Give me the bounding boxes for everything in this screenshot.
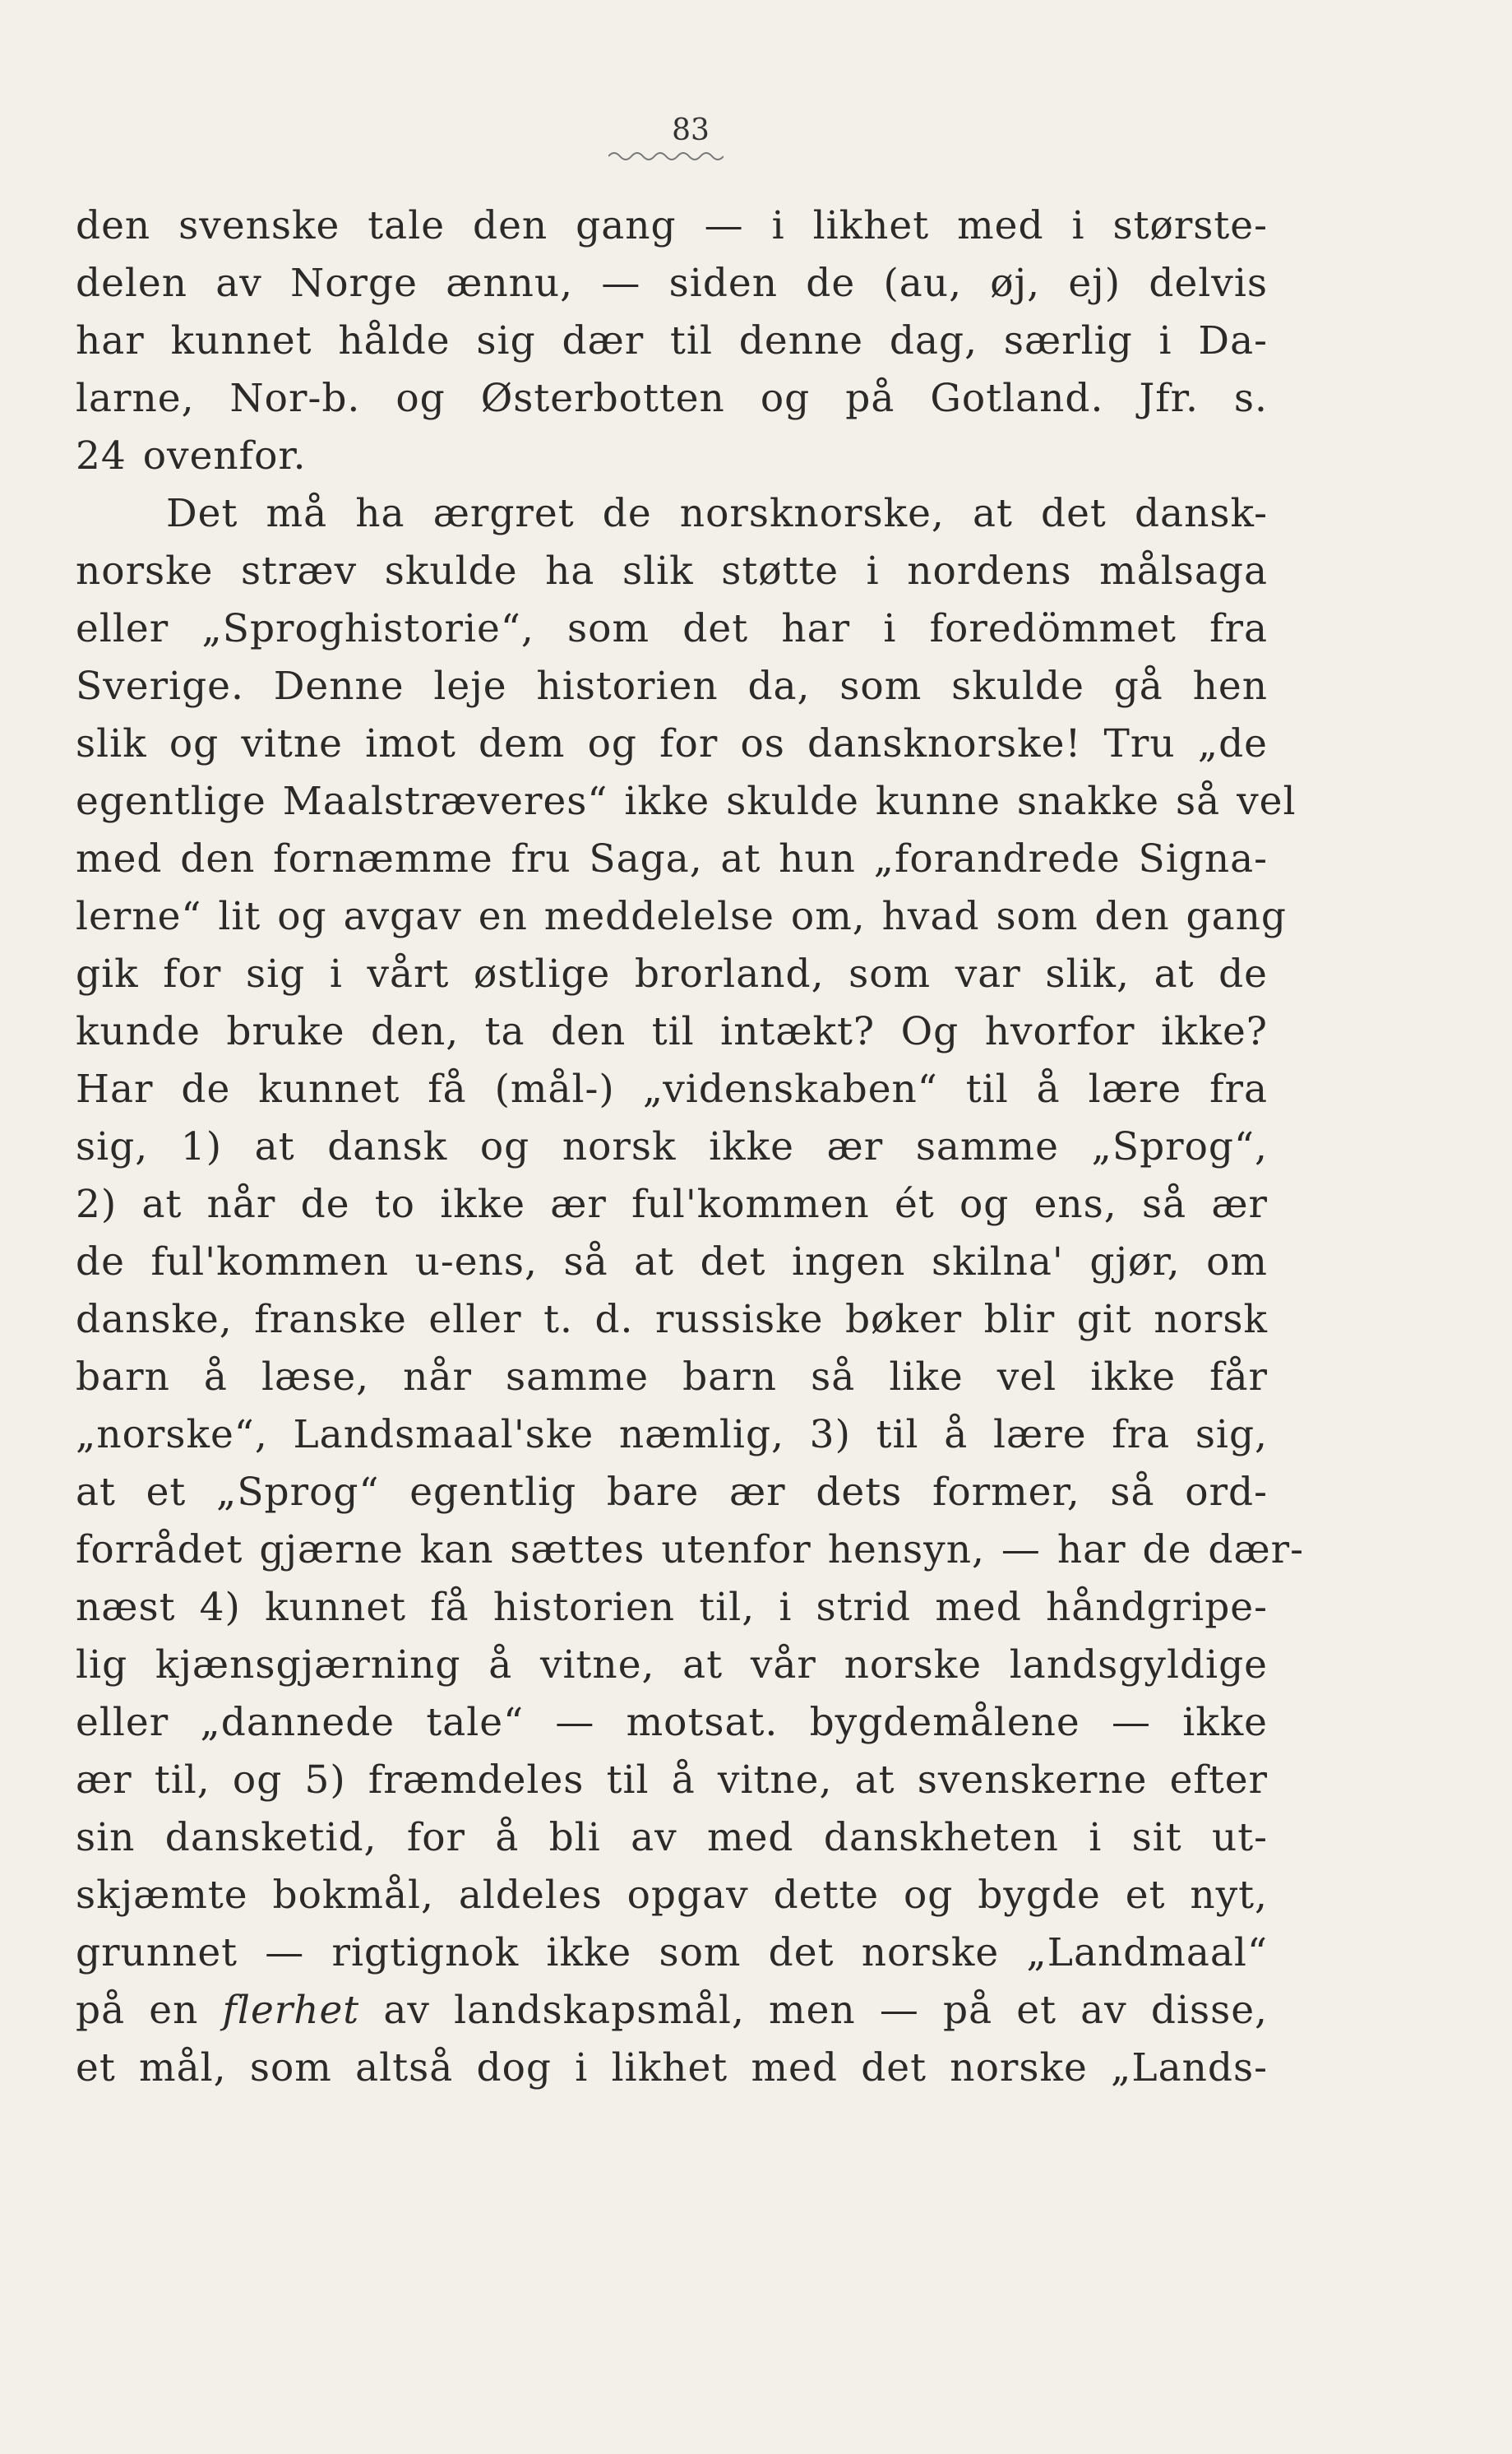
text-segment: på en <box>76 1988 223 2033</box>
text-line: har kunnet hålde sig dær til denne dag, særlig i Da- <box>76 318 1268 363</box>
text-line: de ful'kommen u-ens, så at det ingen skilna' gjør, om <box>76 1239 1268 1285</box>
text-line: grunnet — rigtignok ikke som det norske „Landmaal“ <box>76 1930 1268 1975</box>
text-line: slik og vitne imot dem og for os dansknorske! Tru „de <box>76 721 1268 766</box>
text-line: forrådet gjærne kan sættes utenfor hensyn, — har de dær- <box>76 1527 1304 1572</box>
body-text <box>76 197 1304 2097</box>
text-line: 2) at når de to ikke ær ful'kommen ét og ens, så ær <box>76 1182 1268 1227</box>
text-line: at et „Sprog“ egentlig bare ær dets former, så ord- <box>76 1470 1268 1515</box>
text-line: kunde bruke den, ta den til intækt? Og hvorfor ikke? <box>76 1009 1268 1054</box>
text-line: egentlige Maalstræveres“ ikke skulde kunne snakke så vel <box>76 779 1297 824</box>
text-line: lerne“ lit og avgav en meddelelse om, hvad som den gang <box>76 894 1288 939</box>
text-line: norske stræv skulde ha slik støtte i nordens målsaga <box>76 549 1268 594</box>
text-line: ær til, og 5) fræmdeles til å vitne, at svenskerne efter <box>76 1757 1268 1803</box>
text-segment: av landskapsmål, men — på et av disse, <box>359 1988 1268 2033</box>
emphasized-word: flerhet <box>222 1988 360 2033</box>
wavy-ornament-icon <box>608 150 724 163</box>
text-line: Har de kunnet få (mål-) „videnskaben“ til å lære fra <box>76 1067 1268 1112</box>
text-line: den svenske tale den gang — i likhet med i største- <box>76 203 1268 248</box>
text-line: 24 ovenfor. <box>76 433 307 479</box>
text-line: „norske“, Landsmaal'ske næmlig, 3) til å lære fra sig, <box>76 1412 1268 1457</box>
text-line: skjæmte bokmål, aldeles opgav dette og bygde et nyt, <box>76 1873 1268 1918</box>
text-line-with-emphasis <box>76 1982 1268 2040</box>
text-line: sin dansketid, for å bli av med danskheten i sit ut- <box>76 1815 1268 1860</box>
text-line: Sverige. Denne leje historien da, som skulde gå hen <box>76 664 1268 709</box>
text-line: Det må ha ærgret de norsknorske, at det dansk- <box>166 491 1268 536</box>
text-line: barn å læse, når samme barn så like vel ikke får <box>76 1354 1268 1400</box>
text-line: danske, franske eller t. d. russiske bøker blir git norsk <box>76 1297 1268 1342</box>
text-line: sig, 1) at dansk og norsk ikke ær samme „Sprog“, <box>76 1124 1268 1169</box>
text-line: næst 4) kunnet få historien til, i strid med håndgripe- <box>76 1585 1268 1630</box>
page-number: 83 <box>672 113 710 147</box>
text-line: med den fornæmme fru Saga, at hun „forandrede Signa- <box>76 836 1268 882</box>
text-line: et mål, som altså dog i likhet med det norske „Lands- <box>76 2045 1268 2091</box>
text-line: lig kjænsgjærning å vitne, at vår norske landsgyldige <box>76 1642 1268 1688</box>
text-line: eller „dannede tale“ — motsat. bygdemålene — ikke <box>76 1700 1268 1745</box>
text-line: larne, Nor-b. og Østerbotten og på Gotland. Jfr. s. <box>76 376 1268 421</box>
text-line: delen av Norge ænnu, — siden de (au, øj, ej) delvis <box>76 261 1268 306</box>
text-line: gik for sig i vårt østlige brorland, som var slik, at de <box>76 952 1268 997</box>
text-line: eller „Sproghistorie“, som det har i foredömmet fra <box>76 606 1268 651</box>
